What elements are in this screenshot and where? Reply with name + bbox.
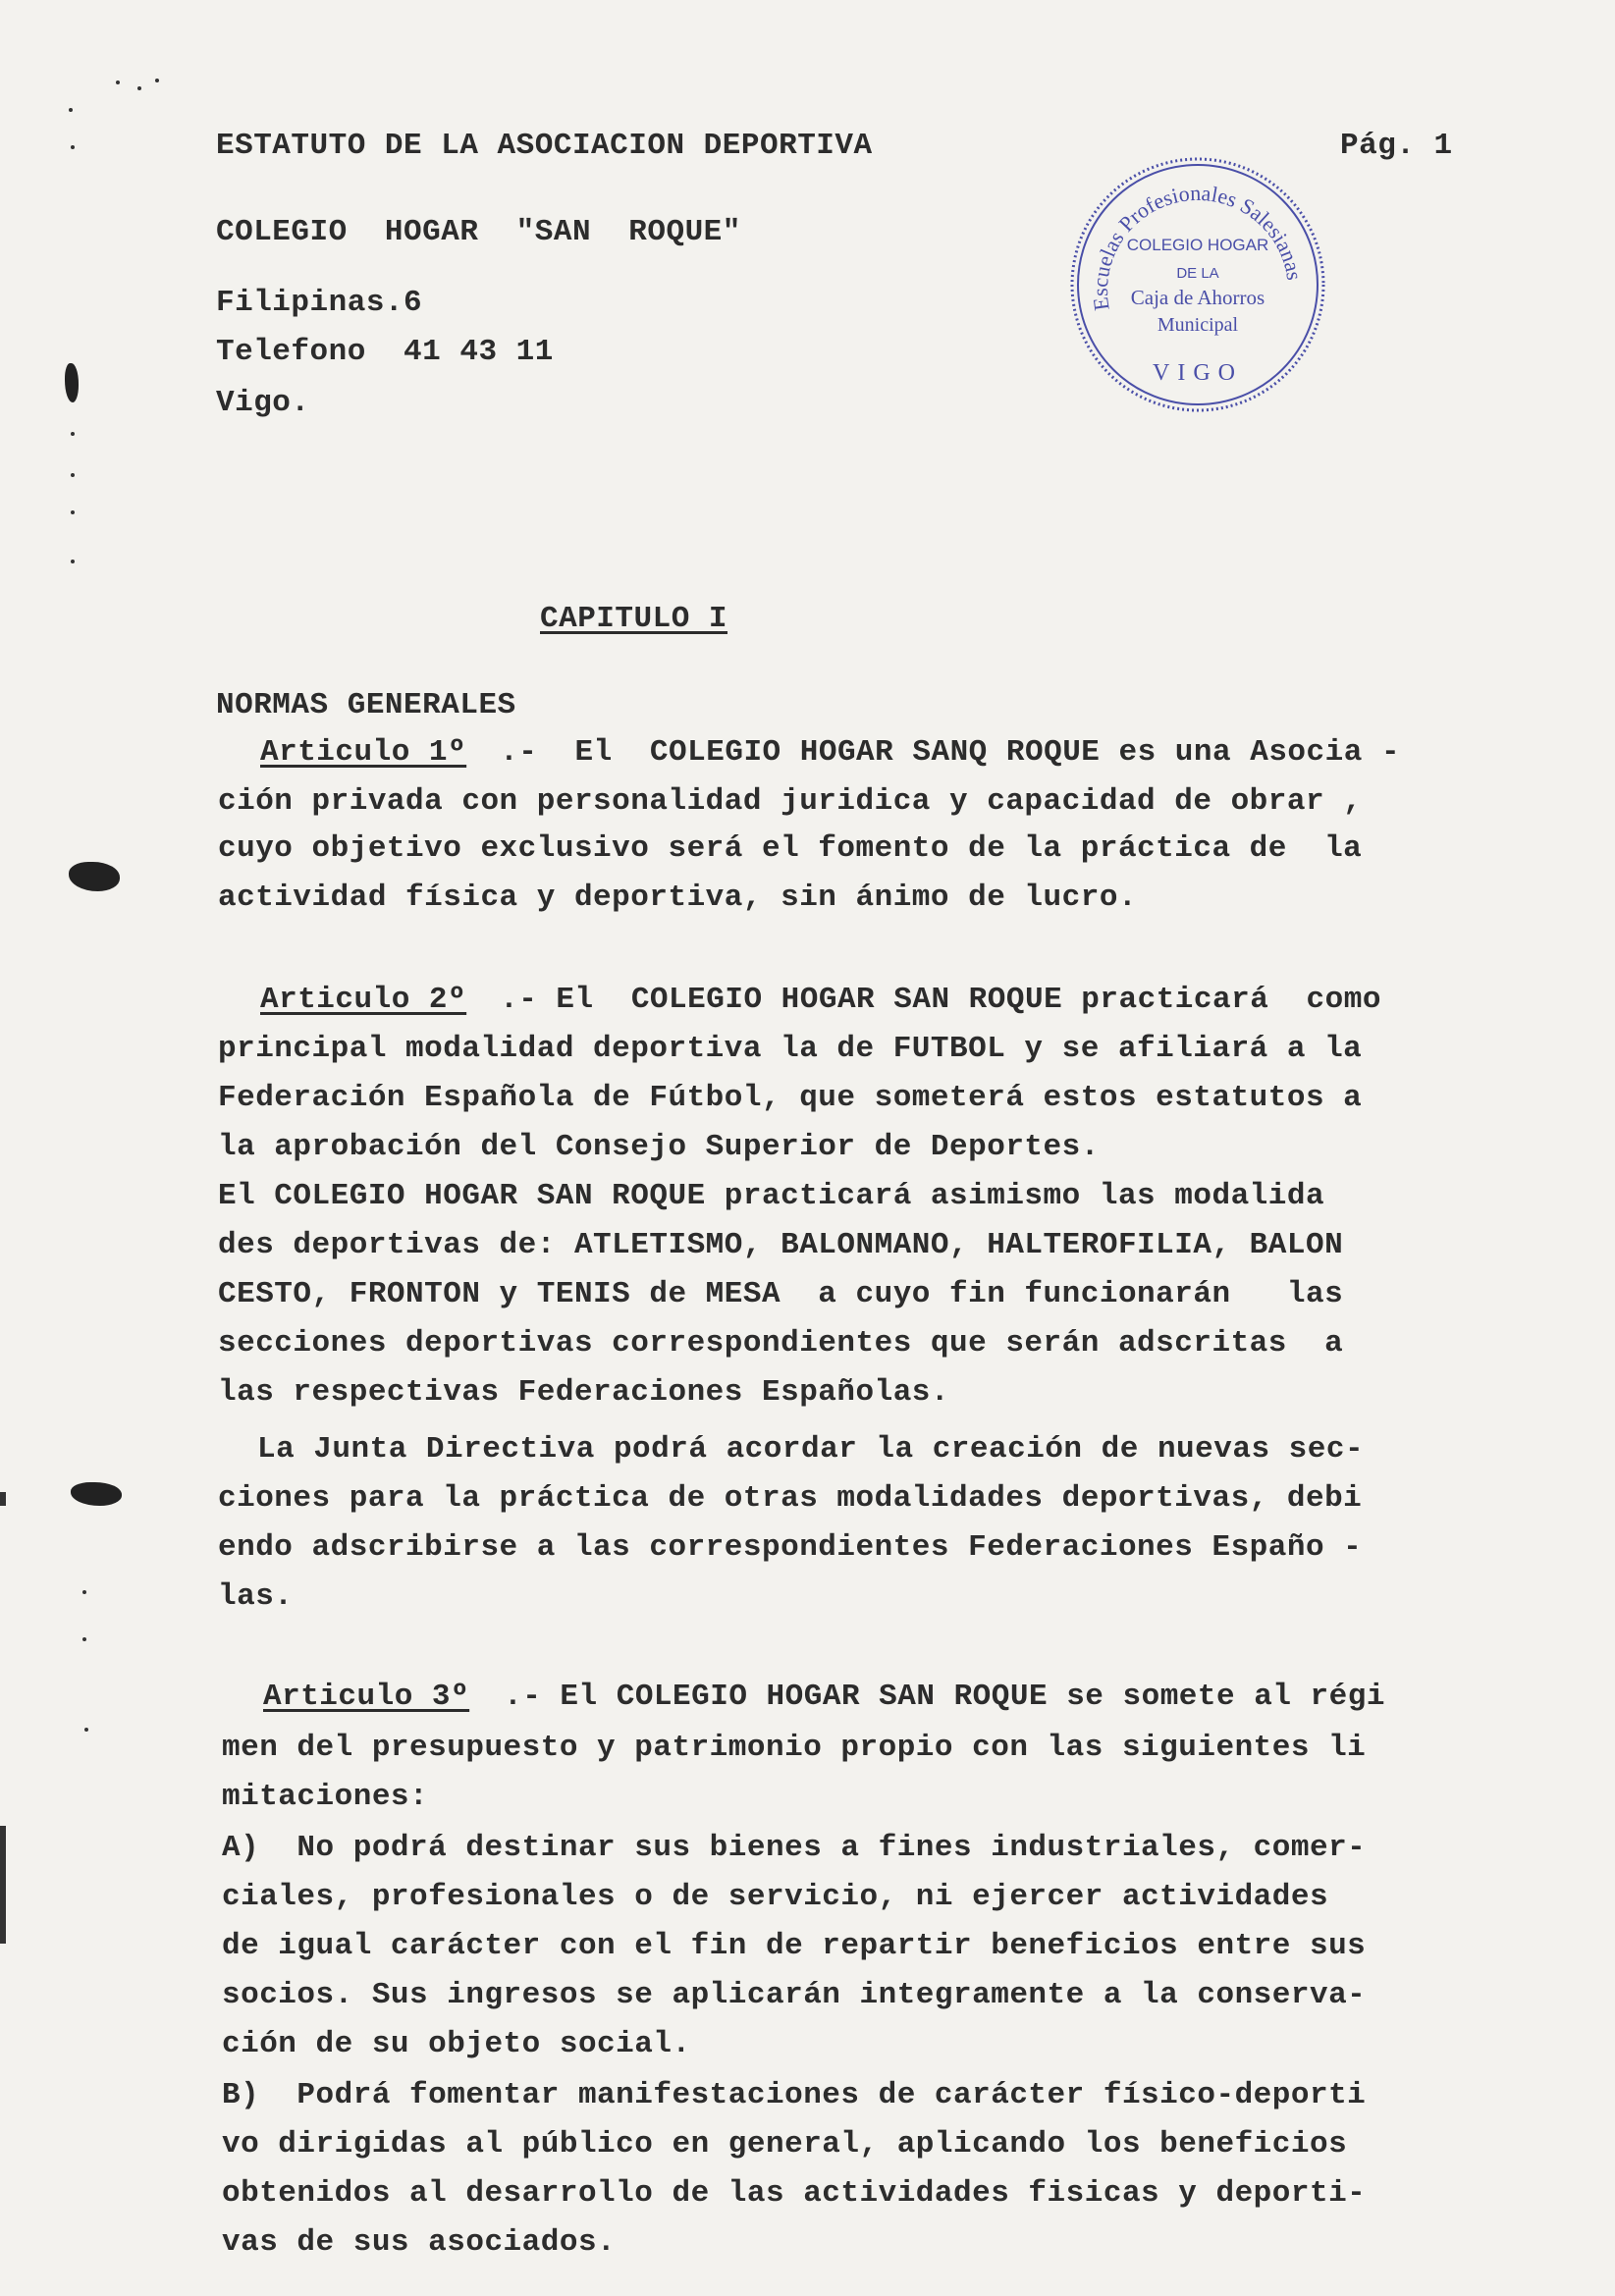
article-3-line: .- El COLEGIO HOGAR SAN ROQUE se somete al régi bbox=[485, 1680, 1385, 1714]
article-3-line: mitaciones: bbox=[222, 1780, 429, 1814]
article-2-line: principal modalidad deportiva la de FUTBOL y se afiliará a la bbox=[218, 1032, 1363, 1066]
article-3-line: vo dirigidas al público en general, aplicando los beneficios bbox=[222, 2127, 1348, 2162]
article-3-label: Articulo 3º bbox=[263, 1680, 470, 1714]
stamp-line1: COLEGIO HOGAR bbox=[1126, 236, 1269, 254]
speck bbox=[71, 473, 75, 477]
article-2-line: .- El COLEGIO HOGAR SAN ROQUE practicará como bbox=[481, 983, 1381, 1017]
article-3-line: ciales, profesionales o de servicio, ni ejercer actividades bbox=[222, 1880, 1329, 1914]
speck bbox=[71, 432, 75, 436]
margin-mark bbox=[65, 363, 79, 402]
stamp-graphic bbox=[1065, 152, 1330, 417]
address: Filipinas.6 bbox=[216, 286, 423, 320]
article-3-line: de igual carácter con el fin de repartir beneficios entre sus bbox=[222, 1929, 1367, 1963]
article-1-line: actividad física y deportiva, sin ánimo de lucro. bbox=[218, 881, 1138, 915]
article-2-line: secciones deportivas correspondientes que serán adscritas a bbox=[218, 1326, 1344, 1361]
speck bbox=[137, 86, 141, 90]
article-2-line: las respectivas Federaciones Españolas. bbox=[218, 1375, 950, 1410]
article-2-line: ciones para la práctica de otras modalidades deportivas, debi bbox=[218, 1481, 1363, 1516]
speck bbox=[84, 1728, 88, 1732]
article-2-line: El COLEGIO HOGAR SAN ROQUE practicará asimismo las modalida bbox=[218, 1179, 1325, 1213]
speck bbox=[82, 1637, 86, 1641]
speck bbox=[155, 79, 159, 82]
stamp-line2: DE LA bbox=[1176, 265, 1219, 282]
speck bbox=[71, 145, 75, 149]
punch-hole bbox=[69, 862, 120, 891]
article-2-line: endo adscribirse a las correspondientes Federaciones Españo - bbox=[218, 1530, 1363, 1565]
stamp-line4: Municipal bbox=[1157, 314, 1239, 336]
chapter-title: CAPITULO I bbox=[540, 602, 728, 636]
article-1-label: Articulo 1º bbox=[260, 735, 467, 770]
article-3-line: ción de su objeto social. bbox=[222, 2027, 691, 2061]
speck bbox=[116, 80, 120, 84]
page-number: Pág. 1 bbox=[1340, 129, 1453, 163]
speck bbox=[71, 510, 75, 514]
article-1-line: cuyo objetivo exclusivo será el fomento de la práctica de la bbox=[218, 831, 1363, 866]
article-2-line: las. bbox=[218, 1579, 294, 1614]
speck bbox=[69, 108, 73, 112]
article-2-line: des deportivas de: ATLETISMO, BALONMANO, HALTEROFILIA, BALON bbox=[218, 1228, 1344, 1262]
article-1-line: .- El COLEGIO HOGAR SANQ ROQUE es una Asocia - bbox=[481, 735, 1401, 770]
punch-hole bbox=[71, 1482, 122, 1506]
speck bbox=[82, 1590, 86, 1594]
phone: Telefono 41 43 11 bbox=[216, 335, 554, 369]
section-title: NORMAS GENERALES bbox=[216, 688, 516, 722]
document-title: ESTATUTO DE LA ASOCIACION DEPORTIVA bbox=[216, 129, 873, 163]
article-1-line: ción privada con personalidad juridica y capacidad de obrar , bbox=[218, 784, 1363, 819]
article-2-line: Federación Española de Fútbol, que someterá estos estatutos a bbox=[218, 1081, 1363, 1115]
stamp-ring-text: Escuelas Profesionales Salesianas bbox=[1087, 180, 1308, 312]
article-3-line: obtenidos al desarrollo de las actividades fisicas y deporti- bbox=[222, 2176, 1367, 2211]
stamp-line3: Caja de Ahorros bbox=[1130, 286, 1265, 309]
stamp-bottom: VIGO bbox=[1153, 360, 1243, 386]
article-3-line: B) Podrá fomentar manifestaciones de carácter físico-deporti bbox=[222, 2078, 1367, 2112]
institution-stamp bbox=[1065, 152, 1330, 417]
edge-mark bbox=[0, 1492, 6, 1506]
article-3-line: men del presupuesto y patrimonio propio con las siguientes li bbox=[222, 1731, 1367, 1765]
article-3-line: A) No podrá destinar sus bienes a fines industriales, comer- bbox=[222, 1831, 1367, 1865]
article-2-line: CESTO, FRONTON y TENIS de MESA a cuyo fin funcionarán las bbox=[218, 1277, 1344, 1311]
school-name: COLEGIO HOGAR "SAN ROQUE" bbox=[216, 215, 741, 249]
article-3-line: vas de sus asociados. bbox=[222, 2225, 617, 2260]
edge-mark bbox=[0, 1826, 6, 1944]
article-2-label: Articulo 2º bbox=[260, 983, 467, 1017]
article-2-line: La Junta Directiva podrá acordar la creación de nuevas sec- bbox=[257, 1432, 1365, 1467]
city: Vigo. bbox=[216, 386, 310, 420]
article-3-line: socios. Sus ingresos se aplicarán integramente a la conserva- bbox=[222, 1978, 1367, 2012]
speck bbox=[71, 560, 75, 563]
article-2-line: la aprobación del Consejo Superior de Deportes. bbox=[218, 1130, 1100, 1164]
